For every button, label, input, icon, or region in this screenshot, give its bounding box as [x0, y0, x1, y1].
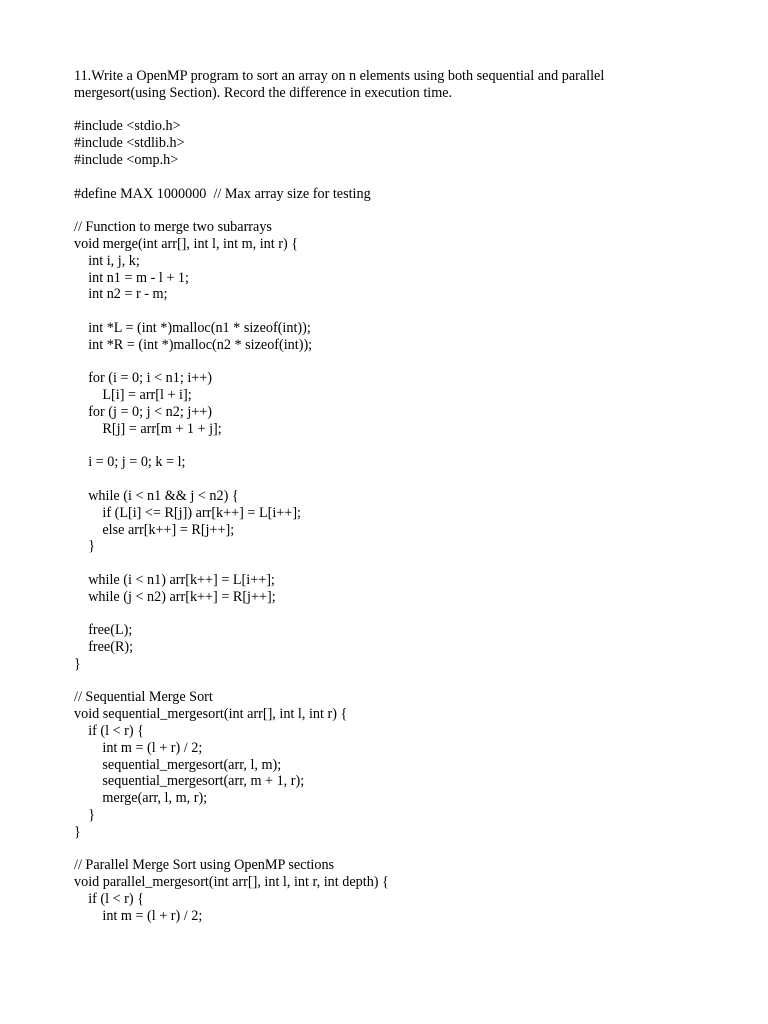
code-line: sequential_mergesort(arr, m + 1, r);	[74, 773, 305, 790]
code-line: int m = (l + r) / 2;	[74, 739, 203, 756]
code-line	[74, 841, 714, 858]
code-line: }	[74, 655, 81, 672]
code-line: void sequential_mergesort(int arr[], int l, int r) {	[74, 706, 348, 723]
code-line: int n2 = r - m;	[74, 286, 168, 303]
code-line: if (l < r) {	[74, 723, 144, 740]
code-line: #define MAX 1000000 // Max array size for testing	[74, 185, 371, 202]
code-line: for (j = 0; j < n2; j++)	[74, 403, 213, 420]
code-line: }	[74, 807, 95, 824]
code-line: free(R);	[74, 639, 134, 656]
code-line: while (i < n1) arr[k++] = L[i++];	[74, 571, 275, 588]
code-line	[74, 102, 714, 119]
code-line: if (L[i] <= R[j]) arr[k++] = L[i++];	[74, 504, 301, 521]
code-line: int i, j, k;	[74, 252, 140, 269]
code-line: free(L);	[74, 622, 133, 639]
document-page	[74, 68, 714, 925]
question-line-2: mergesort(using Section). Record the difference in execution time.	[74, 84, 453, 101]
code-block	[74, 102, 714, 925]
code-line: for (i = 0; i < n1; i++)	[74, 370, 213, 387]
code-line: R[j] = arr[m + 1 + j];	[74, 420, 222, 437]
code-line: sequential_mergesort(arr, l, m);	[74, 756, 282, 773]
code-line: while (j < n2) arr[k++] = R[j++];	[74, 588, 276, 605]
code-line	[74, 606, 714, 623]
question-line-1: 11.Write a OpenMP program to sort an array on n elements using both sequential and parallel	[74, 68, 605, 84]
code-line: int *R = (int *)malloc(n2 * sizeof(int));	[74, 336, 313, 353]
code-line: else arr[k++] = R[j++];	[74, 521, 235, 538]
code-line: int *L = (int *)malloc(n1 * sizeof(int));	[74, 319, 311, 336]
code-line: #include <omp.h>	[74, 151, 179, 168]
code-line	[74, 673, 714, 690]
code-line	[74, 354, 714, 371]
code-line: // Function to merge two subarrays	[74, 219, 272, 236]
code-line	[74, 555, 714, 572]
code-line: void merge(int arr[], int l, int m, int r) {	[74, 235, 299, 252]
code-line: if (l < r) {	[74, 891, 144, 908]
code-line: #include <stdlib.h>	[74, 135, 185, 152]
code-line: int m = (l + r) / 2;	[74, 907, 203, 924]
code-line: // Sequential Merge Sort	[74, 689, 213, 706]
code-line: i = 0; j = 0; k = l;	[74, 454, 186, 471]
code-line	[74, 169, 714, 186]
code-line: L[i] = arr[l + i];	[74, 387, 192, 404]
code-line: }	[74, 538, 95, 555]
code-line	[74, 303, 714, 320]
code-line: }	[74, 823, 81, 840]
code-line: // Parallel Merge Sort using OpenMP sections	[74, 857, 335, 874]
code-line	[74, 438, 714, 455]
code-line	[74, 471, 714, 488]
code-line: while (i < n1 && j < n2) {	[74, 487, 239, 504]
code-line: #include <stdio.h>	[74, 118, 181, 135]
code-line	[74, 202, 714, 219]
code-line: merge(arr, l, m, r);	[74, 790, 208, 807]
code-line: int n1 = m - l + 1;	[74, 269, 189, 286]
code-line: void parallel_mergesort(int arr[], int l, int r, int depth) {	[74, 874, 389, 891]
